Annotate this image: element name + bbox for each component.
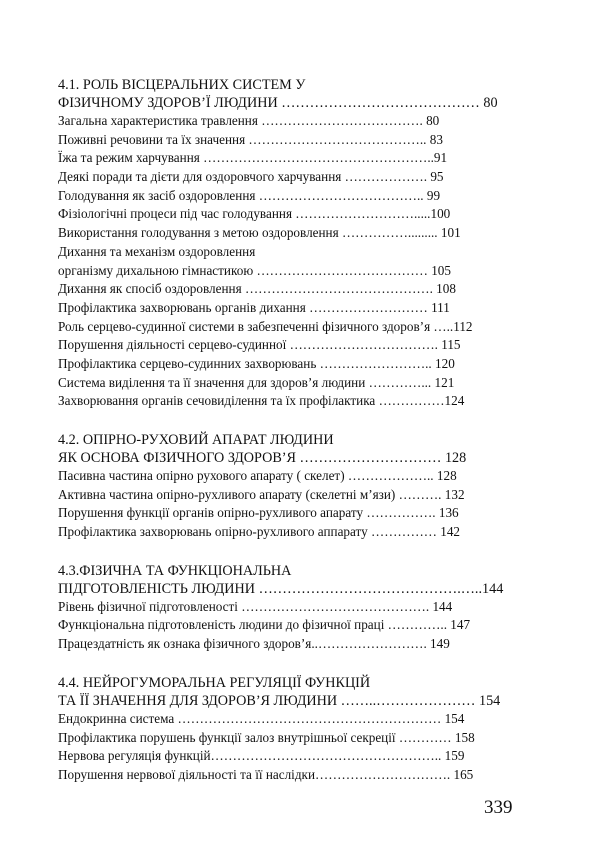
toc-section	[58, 76, 544, 411]
toc-entry: Роль серцево-судинної системи в забезпеченні фізичного здоров’я …..112	[58, 318, 473, 334]
section-heading-line: ФІЗИЧНОМУ ЗДОРОВ’Ї ЛЮДИНИ …………………………………… 80	[58, 95, 498, 111]
toc-entry: Порушення функції органів опірно-рухливого апарату ……………. 136	[58, 505, 459, 521]
toc-entry: Захворювання органів сечовиділення та їх профілактика ……………124	[58, 393, 465, 409]
section-heading-line: ЯК ОСНОВА ФІЗИЧНОГО ЗДОРОВ’Я ………………………… 128	[58, 450, 467, 466]
page-number: 339	[484, 797, 513, 818]
toc-entry: організму дихальною гімнастикою ………………………………… 105	[58, 262, 451, 278]
toc-entry: Порушення діяльності серцево-судинної ……………………………. 115	[58, 337, 461, 353]
section-heading-line: ПІДГОТОВЛЕНІСТЬ ЛЮДИНИ …………………………………….…..144	[58, 580, 504, 597]
toc-section	[58, 674, 544, 785]
toc-section	[58, 562, 544, 654]
toc-entry: Голодування як засіб оздоровлення ……………………………….. 99	[58, 187, 441, 203]
toc-entry: Рівень фізичної підготовленості ……………………………………. 144	[58, 598, 453, 614]
toc-entry: Дихання як спосіб оздоровлення ……………………………………. 108	[58, 281, 456, 297]
section-heading	[58, 674, 544, 710]
toc-section	[58, 431, 544, 542]
toc-entry: Деякі поради та дієти для оздоровчого харчування ………………. 95	[58, 169, 444, 185]
toc-entry: Працездатність як ознака фізичного здоров’я..……………………. 149	[58, 636, 450, 652]
toc-entry: Профілактика захворювань опірно-рухливого аппарату …………… 142	[58, 524, 461, 540]
section-heading	[58, 562, 544, 598]
toc-entry: Їжа та режим харчування ……………………………………………..91	[58, 150, 448, 166]
section-heading-line: 4.1. РОЛЬ ВІСЦЕРАЛЬНИХ СИСТЕМ У	[58, 77, 306, 93]
section-heading-line: 4.3.ФІЗИЧНА ТА ФУНКЦІОНАЛЬНА	[58, 562, 292, 579]
toc-entry: Використання голодування з метою оздоровлення ……………......... 101	[58, 225, 461, 241]
toc-entry: Ендокринна система …………………………………………………… 154	[58, 710, 465, 726]
toc-entry: Порушення нервової діяльності та її наслідки…………………………. 165	[58, 766, 474, 782]
toc-entry: Профілактика захворювань органів дихання ……………………… 111	[58, 299, 450, 315]
table-of-contents	[58, 76, 544, 805]
toc-entry: Дихання та механізм оздоровлення	[58, 243, 256, 259]
toc-entry: Профілактика серцево-судинних захворювань …………………….. 120	[58, 355, 455, 371]
toc-entry: Активна частина опірно-рухливого апарату (скелетні м’язи) ………. 132	[58, 486, 465, 502]
section-heading-line: 4.2. ОПІРНО-РУХОВИЙ АПАРАТ ЛЮДИНИ	[58, 432, 334, 448]
section-heading	[58, 431, 544, 467]
toc-entry: Нервова регуляція функцій…………………………………………….. 159	[58, 748, 465, 764]
section-heading	[58, 76, 544, 112]
toc-entry: Пасивна частина опірно рухового апарату ( скелет) ……………….. 128	[58, 468, 457, 483]
toc-entry: Профілактика порушень функції залоз внутрішньої секреції ………… 158	[58, 729, 475, 745]
toc-entry: Фізіологічні процеси під час голодування ……………………….....100	[58, 206, 451, 222]
toc-entry: Система виділення та її значення для здоров’я людини …………... 121	[58, 374, 455, 390]
toc-entry: Поживні речовини та їх значення ………………………………….. 83	[58, 131, 443, 147]
section-heading-line: 4.4. НЕЙРОГУМОРАЛЬНА РЕГУЛЯЦІЇ ФУНКЦІЙ	[58, 674, 371, 691]
toc-entry: Загальна характеристика травлення ………………………………. 80	[58, 113, 440, 128]
toc-entry: Функціональна підготовленість людини до фізичної праці ………….. 147	[58, 617, 471, 633]
section-heading-line: ТА ЇЇ ЗНАЧЕННЯ ДЛЯ ЗДОРОВ’Я ЛЮДИНИ ……..………………… 154	[58, 692, 501, 709]
